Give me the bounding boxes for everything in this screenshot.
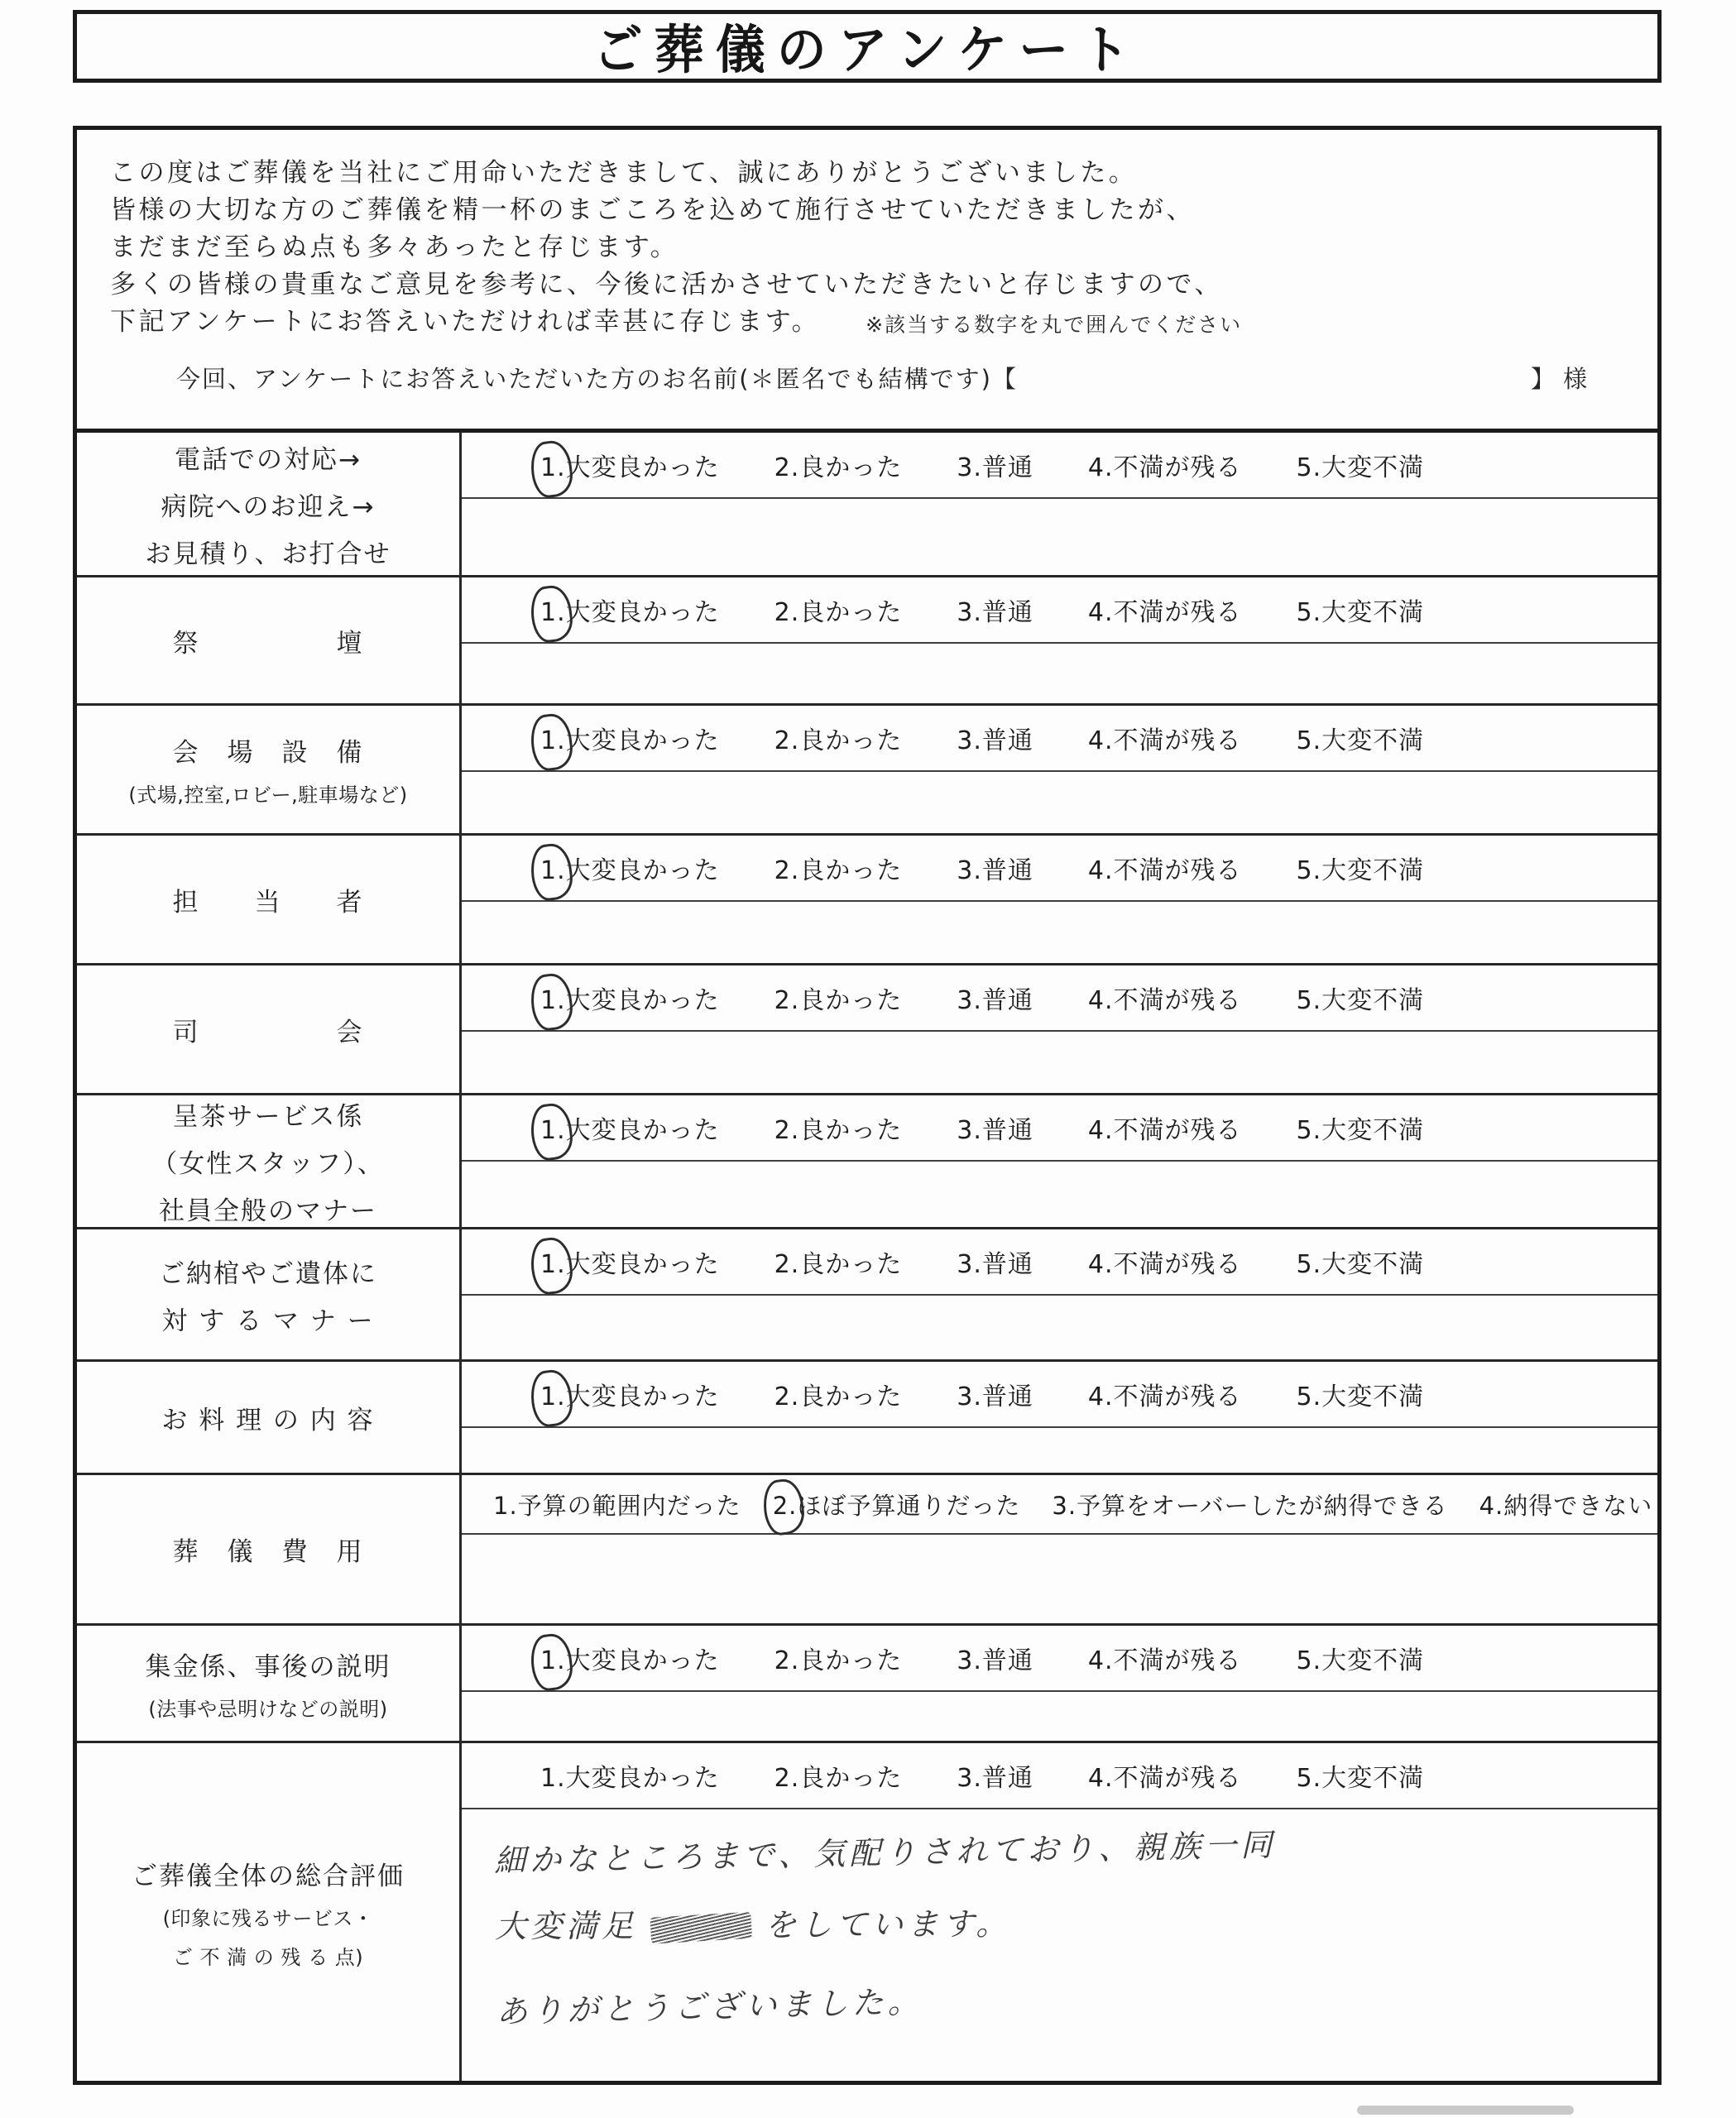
survey-body [73,126,1662,2085]
survey-row-5 [77,966,1657,1095]
intro-line: 多くの皆様の貴重なご意見を参考に、今後に活かさせていただきたいと存じますので、 [110,270,1223,299]
option-number: 3. [957,986,982,1015]
overall-comment-handwriting [460,1801,1658,2030]
scribbled-out-word [650,1911,752,1943]
rating-option[interactable] [1297,1376,1425,1412]
rating-option[interactable] [957,1640,1033,1676]
option-number: 2. [774,726,800,755]
rating-option[interactable] [1479,1488,1653,1521]
rating-options [462,1743,1657,1809]
option-label: 大変不満 [1321,1116,1425,1145]
rating-option[interactable] [1088,1109,1242,1146]
rating-option[interactable] [774,447,903,483]
option-label: 不満が残る [1113,1382,1242,1411]
selected-rating-circle: 1. [540,1646,566,1675]
rating-option[interactable] [1088,980,1242,1016]
comment-space[interactable] [462,1428,1657,1473]
row-label-line: お 料 理 の 内 容 [161,1405,375,1435]
row-answer-cell [462,1095,1657,1227]
option-label: 普通 [981,1646,1033,1675]
row-answer-cell [462,1229,1657,1359]
survey-row-2 [77,577,1657,706]
option-label: 不満が残る [1113,1764,1242,1793]
option-label: 不満が残る [1113,1116,1242,1145]
rating-options [462,836,1657,902]
rating-option[interactable] [1297,720,1425,756]
option-number: 2. [774,1116,800,1145]
rating-option[interactable] [1297,447,1425,483]
option-number: 3. [957,453,982,482]
comment-space[interactable] [462,1162,1657,1227]
survey-row-7 [77,1229,1657,1362]
respondent-name-line [110,361,1641,395]
rating-option[interactable] [540,1243,720,1280]
row-answer-cell [462,836,1657,963]
rating-option[interactable] [1297,980,1425,1016]
row-label-line: 会 場 設 備 [172,738,364,768]
option-number: 2. [774,453,800,482]
option-number: 5. [1296,856,1322,885]
option-label: 不満が残る [1113,598,1242,627]
option-number: 4. [1087,598,1114,627]
option-number: 2. [774,598,800,627]
option-number: 4. [1087,856,1114,885]
option-number: 5. [1296,598,1322,627]
intro-line: この度はご葬儀を当社にご用命いただきまして、誠にありがとうございました。 [110,158,1138,188]
comment-space[interactable] [462,1809,1657,2081]
rating-option[interactable] [957,447,1033,483]
survey-row-8 [77,1362,1657,1475]
name-bracket-close: 】様 [1530,365,1595,393]
row-label [77,1095,462,1227]
rating-option[interactable] [540,1757,720,1794]
survey-row-6 [77,1095,1657,1229]
row-label-line: 葬 儀 費 用 [172,1537,364,1567]
option-number: 5. [1296,1382,1322,1411]
option-label: 大変不満 [1321,726,1425,755]
rating-option[interactable] [774,1376,903,1412]
survey-row-1 [77,433,1657,577]
option-label: 普通 [981,1764,1033,1793]
option-label: 普通 [981,453,1033,482]
handwritten-line: ありがとうございました。 [496,1982,924,2030]
option-label: 普通 [981,1250,1033,1279]
row-label-line: ご 不 満 の 残 る 点) [172,1945,364,1969]
row-label-line: (法事や忌明けなどの説明) [148,1697,388,1721]
option-label: 大変不満 [1321,598,1425,627]
option-number: 5. [1296,453,1322,482]
row-label-line: 集金係、事後の説明 [145,1651,391,1682]
handwritten-text: 大変満足 [495,1907,638,1945]
option-label: 大変良かった [565,986,720,1015]
rating-option[interactable] [1297,1757,1425,1794]
selected-rating-circle: 1. [540,726,566,755]
row-answer-cell [462,433,1657,575]
selected-rating-circle: 1. [540,1116,566,1145]
option-label: 良かった [799,856,903,885]
row-label [77,1626,462,1741]
option-label: 不満が残る [1113,453,1242,482]
option-number: 2. [774,1646,800,1675]
option-label: 予算をオーバーしたが納得できる [1077,1491,1448,1520]
option-number: 5. [1296,1764,1322,1793]
option-label: 良かった [799,598,903,627]
rating-option[interactable] [1297,850,1425,886]
row-label-line: 社員全般のマナー [159,1196,377,1226]
row-label-line: （女性スタッフ）、 [151,1149,385,1179]
circle-instruction-note: ※該当する数字を丸で囲んでください [866,313,1243,337]
rating-option[interactable] [540,447,720,483]
comment-space[interactable] [462,1535,1657,1623]
rating-option[interactable] [540,1376,720,1412]
comment-space[interactable] [462,1296,1657,1359]
option-label: 大変不満 [1321,1646,1425,1675]
option-label: 良かった [799,1646,903,1675]
option-number: 2. [774,1764,800,1793]
option-label: 大変不満 [1321,1764,1425,1793]
selected-rating-circle: 1. [540,1382,566,1411]
option-number: 3. [957,1116,982,1145]
option-number: 4. [1087,453,1114,482]
rating-option[interactable] [1052,1488,1447,1521]
rating-option[interactable] [1297,1640,1425,1676]
rating-option[interactable] [774,1757,903,1794]
form-title-box [73,10,1662,83]
option-number: 4. [1087,1764,1114,1793]
row-label-line: お見積り、お打合せ [145,539,391,569]
option-number: 4. [1479,1491,1504,1520]
selected-rating-circle: 2. [772,1491,798,1520]
option-label: 大変良かった [565,598,720,627]
selected-rating-circle: 1. [540,598,566,627]
selected-rating-circle: 1. [540,856,566,885]
rating-option[interactable] [540,980,720,1016]
option-number: 5. [1296,1116,1322,1145]
option-label: 普通 [981,1116,1033,1145]
row-label [77,1229,462,1359]
option-label: 不満が残る [1113,986,1242,1015]
scan-artifact [1357,2106,1574,2115]
option-number: 5. [1296,1250,1322,1279]
option-number: 3. [1052,1491,1077,1520]
comment-space[interactable] [462,1692,1657,1741]
row-label-line: 対 す る マ ナ ー [161,1306,375,1336]
option-number: 3. [957,1764,982,1793]
option-number: 3. [957,856,982,885]
option-number: 4. [1087,986,1114,1015]
option-label: 大変良かった [565,1764,720,1793]
option-label: 不満が残る [1113,1250,1242,1279]
rating-option[interactable] [774,592,903,628]
option-label: 大変良かった [565,1116,720,1145]
rating-option[interactable] [957,1757,1033,1794]
rating-option[interactable] [1088,1757,1242,1794]
option-label: 普通 [981,726,1033,755]
row-answer-cell [462,1743,1657,2081]
row-label-line: 担 当 者 [172,887,364,918]
row-label-line: ご納棺やご遺体に [159,1258,377,1289]
option-number: 1. [493,1491,518,1520]
option-label: 良かった [799,453,903,482]
row-label-line: 祭 壇 [172,628,364,659]
handwritten-line [495,1904,1633,1944]
name-prompt-label: 今回、アンケートにお答えいただいた方のお名前(＊匿名でも結構です)【 [176,365,1018,393]
option-number: 2. [774,1382,800,1411]
option-label: 普通 [981,986,1033,1015]
option-label: 大変良かった [565,1646,720,1675]
option-number: 2. [774,986,800,1015]
rating-options [462,1626,1657,1692]
row-answer-cell [462,1475,1657,1623]
selected-rating-circle: 1. [540,986,566,1015]
row-label-line: (式場,控室,ロビー,駐車場など) [128,783,408,807]
rating-option[interactable] [957,720,1033,756]
option-number: 4. [1087,1116,1114,1145]
option-number: 5. [1296,986,1322,1015]
rating-option[interactable] [1297,592,1425,628]
option-label: ほぼ予算通りだった [797,1491,1021,1520]
option-label: 納得できない [1503,1491,1653,1520]
rating-option[interactable] [1088,1376,1242,1412]
option-label: 良かった [799,1382,903,1411]
comment-space[interactable] [462,644,1657,703]
rating-option[interactable] [540,1640,720,1676]
rating-options [462,706,1657,772]
handwritten-text: をしています。 [765,1905,1012,1943]
survey-row-3 [77,706,1657,836]
option-label: 良かった [799,726,903,755]
intro-section [77,130,1657,429]
option-label: 普通 [981,598,1033,627]
option-number: 4. [1087,1646,1114,1675]
selected-rating-circle: 1. [540,453,566,482]
option-number: 2. [774,856,800,885]
survey-table [77,429,1657,2081]
option-number: 2. [774,1250,800,1279]
option-label: 大変良かった [565,453,720,482]
row-label [77,433,462,575]
row-label-line: ご葬儀全体の総合評価 [132,1861,405,1891]
rating-option[interactable] [957,980,1033,1016]
rating-option[interactable] [957,592,1033,628]
rating-option[interactable] [1297,1109,1425,1146]
option-number: 4. [1087,1250,1114,1279]
comment-space[interactable] [462,1032,1657,1093]
intro-line: 皆様の大切な方のご葬儀を精一杯のまごころを込めて施行させていただきましたが、 [110,195,1195,225]
rating-option[interactable] [540,850,720,886]
rating-option[interactable] [773,1488,1021,1521]
rating-option[interactable] [957,850,1033,886]
row-label-line: 司 会 [172,1017,364,1047]
row-label-line: 病院へのお迎え→ [161,491,376,522]
row-label [77,966,462,1093]
form-title: ご葬儀のアンケート [592,20,1142,82]
option-number: 4. [1087,1382,1114,1411]
comment-space[interactable] [462,499,1657,575]
option-label: 大変不満 [1321,453,1425,482]
option-label: 不満が残る [1113,856,1242,885]
option-label: 大変良かった [565,856,720,885]
rating-option[interactable] [1088,850,1242,886]
rating-option[interactable] [540,720,720,756]
rating-options [462,1229,1657,1296]
option-label: 普通 [981,1382,1033,1411]
selected-rating-circle: 1. [540,1250,566,1279]
row-label-line: 呈茶サービス係 [172,1102,364,1132]
option-label: 良かった [799,1250,903,1279]
row-label [77,706,462,833]
option-label: 大変不満 [1321,986,1425,1015]
option-number: 3. [957,726,982,755]
comment-space[interactable] [462,902,1657,963]
row-answer-cell [462,1626,1657,1741]
option-label: 良かった [799,1764,903,1793]
rating-options [462,966,1657,1032]
rating-option[interactable] [774,1640,903,1676]
row-answer-cell [462,966,1657,1093]
option-label: 大変不満 [1321,1250,1425,1279]
rating-option[interactable] [774,1243,903,1280]
rating-option[interactable] [774,980,903,1016]
option-number: 5. [1296,726,1322,755]
survey-row-4 [77,836,1657,966]
row-answer-cell [462,1362,1657,1473]
rating-option[interactable] [540,1109,720,1146]
rating-option[interactable] [540,592,720,628]
option-label: 大変良かった [565,1250,720,1279]
option-label: 大変不満 [1321,856,1425,885]
rating-option[interactable] [774,850,903,886]
survey-row-10 [77,1626,1657,1743]
rating-option[interactable] [957,1109,1033,1146]
row-answer-cell [462,577,1657,703]
rating-option[interactable] [493,1488,741,1521]
option-number: 3. [957,598,982,627]
rating-option[interactable] [1297,1243,1425,1280]
intro-line: 下記アンケートにお答えいただければ幸甚に存じます。 [110,307,821,337]
intro-line: まだまだ至らぬ点も多々あったと存じます。 [110,232,679,262]
option-label: 良かった [799,986,903,1015]
row-label [77,1743,462,2081]
intro-line-with-note [110,304,1641,341]
option-label: 大変良かった [565,1382,720,1411]
option-label: 良かった [799,1116,903,1145]
option-number: 1. [540,1764,566,1793]
row-label-line: 電話での対応→ [175,444,362,475]
option-number: 3. [957,1250,982,1279]
row-label [77,836,462,963]
option-number: 5. [1296,1646,1322,1675]
row-label [77,577,462,703]
row-label [77,1475,462,1623]
option-number: 3. [957,1646,982,1675]
rating-options [462,1362,1657,1428]
option-number: 3. [957,1382,982,1411]
option-label: 普通 [981,856,1033,885]
option-number: 4. [1087,726,1114,755]
rating-option[interactable] [774,720,903,756]
rating-options [462,1475,1657,1535]
rating-option[interactable] [957,1243,1033,1280]
comment-space[interactable] [462,772,1657,833]
rating-option[interactable] [1088,592,1242,628]
rating-option[interactable] [957,1376,1033,1412]
handwritten-line: 細かなところまで、気配りされており、親族一同 [493,1826,1277,1880]
rating-option[interactable] [1088,1243,1242,1280]
survey-row-9 [77,1475,1657,1626]
option-label: 予算の範囲内だった [517,1491,741,1520]
row-label [77,1362,462,1473]
rating-option[interactable] [774,1109,903,1146]
row-label-line: (印象に残るサービス・ [162,1906,374,1930]
option-label: 大変不満 [1321,1382,1425,1411]
option-label: 不満が残る [1113,1646,1242,1675]
rating-option[interactable] [1088,447,1242,483]
option-label: 不満が残る [1113,726,1242,755]
survey-row-11 [77,1743,1657,2081]
rating-option[interactable] [1088,720,1242,756]
rating-options [462,433,1657,499]
option-label: 大変良かった [565,726,720,755]
rating-option[interactable] [1088,1640,1242,1676]
rating-options [462,577,1657,644]
row-answer-cell [462,706,1657,833]
rating-options [462,1095,1657,1162]
